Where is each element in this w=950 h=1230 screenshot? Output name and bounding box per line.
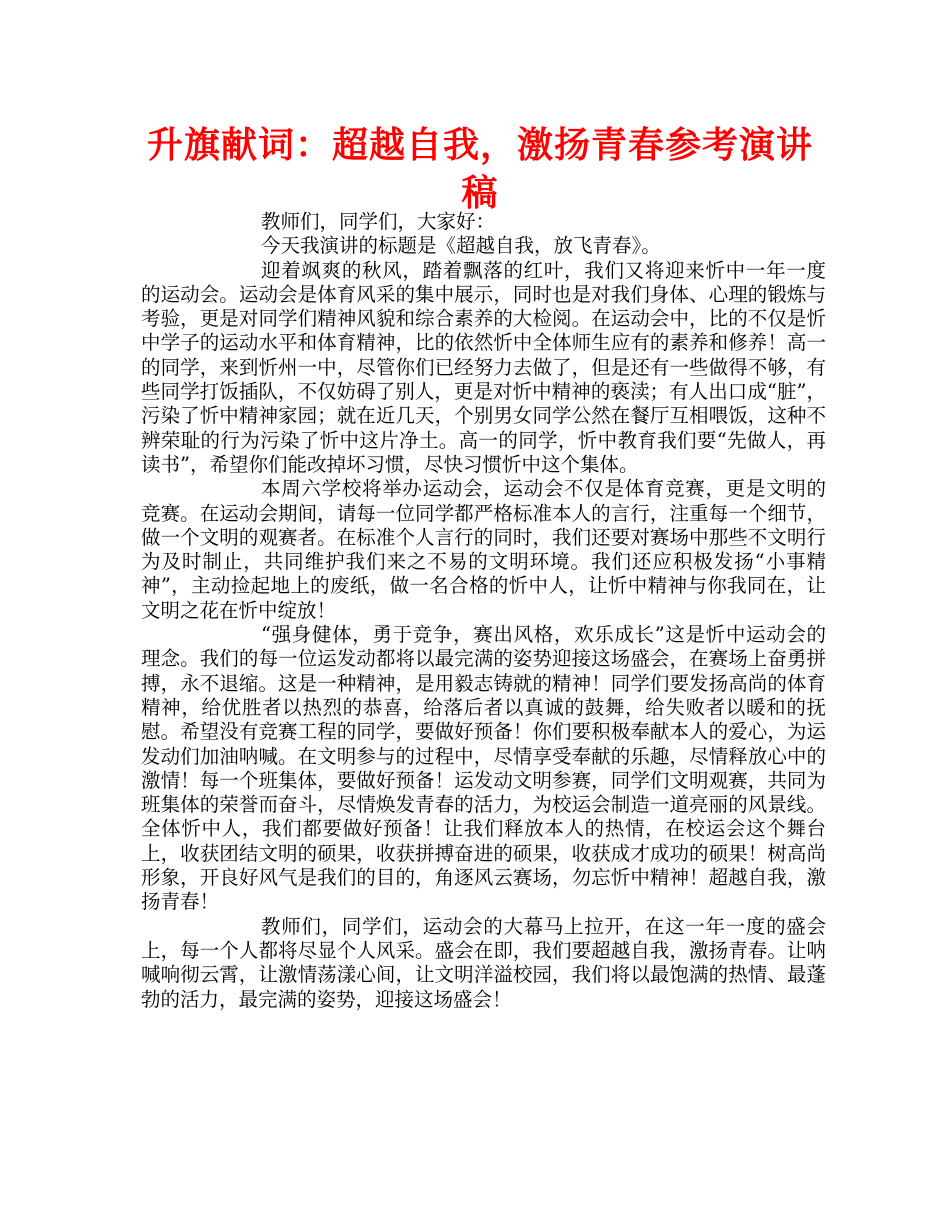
- body-paragraph: “强身健体，勇于竞争，赛出风格，欢乐成长”这是忻中运动会的理念。我们的每一位运发动都将以最完满的姿势迎接这场盛会，在赛场上奋勇拼搏，永不退缩。这是一种精神，是用毅志铸就的精神！同学们要发扬高尚的体育精神，给优胜者以热烈的恭喜，给落后者以真诚的鼓舞，给失败者以暖和的抚慰。希望没有竞赛工程的同学，要做好预备！你们要积极奉献本人的爱心，为运发动们加油呐喊。在文明参与的过程中，尽情享受奉献的乐趣，尽情释放心中的激情！每一个班集体，要做好预备！运发动文明参赛，同学们文明观赛，共同为班集体的荣誉而奋斗，尽情焕发青春的活力，为校运会制造一道亮丽的风景线。全体忻中人，我们都要做好预备！让我们释放本人的热情，在校运会这个舞台上，收获团结文明的硕果，收获拼搏奋进的硕果，收获成才成功的硕果！树高尚形象，开良好风气是我们的目的，角逐风云赛场，勿忘忻中精神！超越自我，激扬青春！: [141, 623, 826, 914]
- document-body: [141, 210, 826, 1012]
- body-paragraph: 本周六学校将举办运动会，运动会不仅是体育竞赛，更是文明的竞赛。在运动会期间，请每一位同学都严格标准本人的言行，注重每一个细节，做一个文明的观赛者。在标准个人言行的同时，我们还要对赛场中那些不文明行为及时制止，共同维护我们来之不易的文明环境。我们还应积极发扬“小事精神”，主动捡起地上的废纸，做一名合格的忻中人，让忻中精神与你我同在，让文明之花在忻中绽放！: [141, 477, 826, 622]
- greeting-paragraph: 教师们，同学们，大家好：: [261, 210, 496, 233]
- topic-paragraph: 今天我演讲的标题是《超越自我，放飞青春》。: [261, 234, 661, 258]
- document-title: 升旗献词：超越自我，激扬青春参考演讲稿: [146, 125, 813, 214]
- closing-paragraph: 教师们，同学们，运动会的大幕马上拉开，在这一年一度的盛会上，每一个人都将尽显个人风采。盛会在即，我们要超越自我，激扬青春。让呐喊响彻云霄，让激情荡漾心间，让文明洋溢校园，我们将以最饱满的热情、最蓬勃的活力，最完满的姿势，迎接这场盛会！: [141, 914, 826, 1011]
- body-paragraph: 迎着飒爽的秋风，踏着飘落的红叶，我们又将迎来忻中一年一度的运动会。运动会是体育风采的集中展示，同时也是对我们身体、心理的锻炼与考验，更是对同学们精神风貌和综合素养的大检阅。在运动会中，比的不仅是忻中学子的运动水平和体育精神，比的依然忻中全体师生应有的素养和修养！高一的同学，来到忻州一中，尽管你们已经努力去做了，但是还有一些做得不够，有些同学打饭插队，不仅妨碍了别人，更是对忻中精神的亵渎；有人出口成“脏”，污染了忻中精神家园；就在近几天，个别男女同学公然在餐厅互相喂饭，这种不辨荣耻的行为污染了忻中这片净土。高一的同学，忻中教育我们要“先做人，再读书”，希望你们能改掉坏习惯，尽快习惯忻中这个集体。: [141, 258, 826, 476]
